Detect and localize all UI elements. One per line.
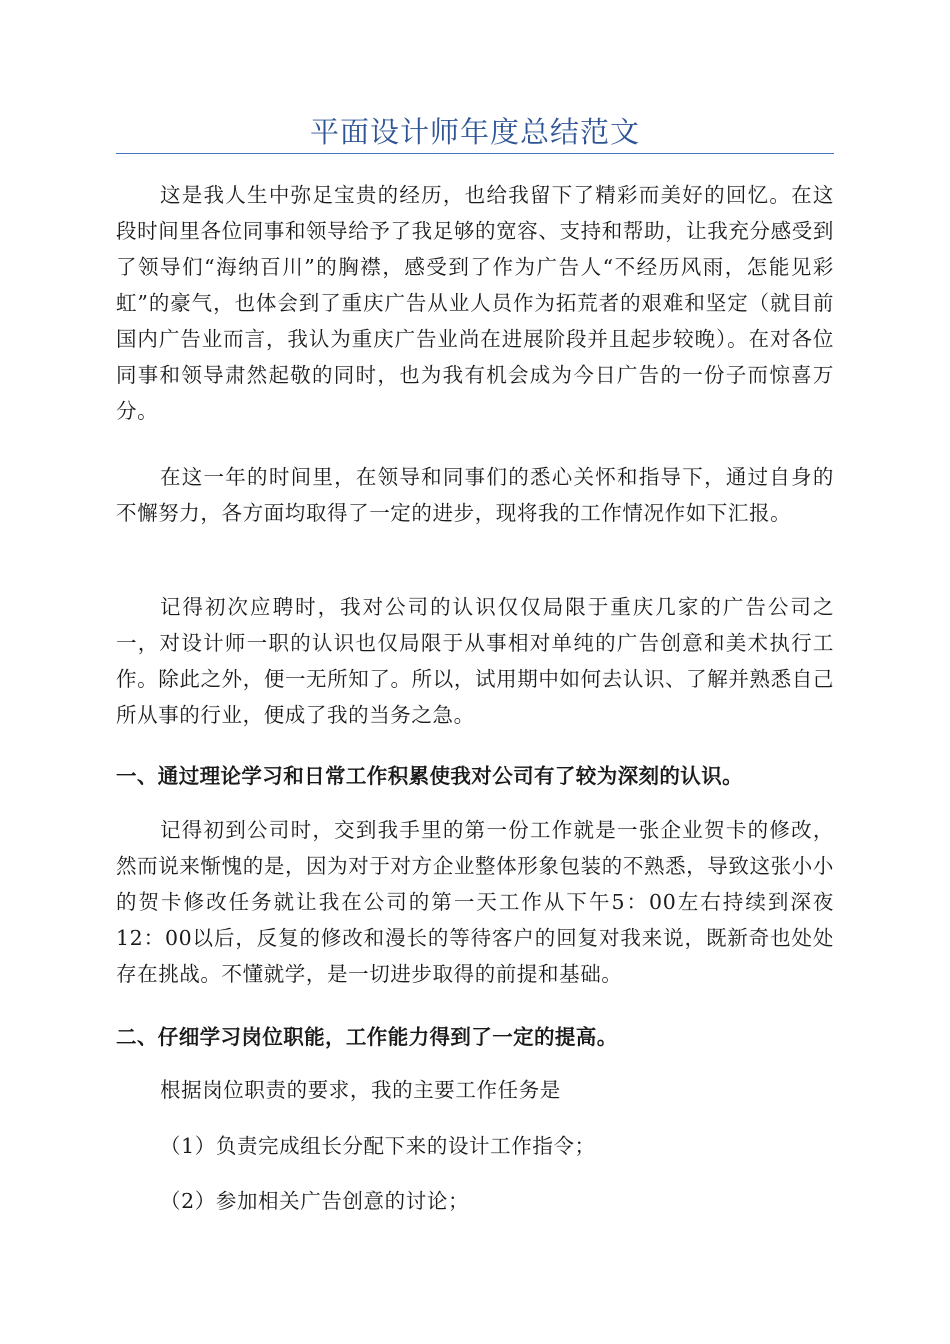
paragraph-5: 根据岗位职责的要求，我的主要工作任务是 [160,1078,561,1102]
paragraph-2: 在这一年的时间里，在领导和同事们的悉心关怀和指导下，通过自身的不懈努力，各方面均取得了一定的进步，现将我的工作情况作如下汇报。 [116,465,834,525]
list-item-1: （1）负责完成组长分配下来的设计工作指令； [160,1134,596,1158]
paragraph-1: 这是我人生中弥足宝贵的经历，也给我留下了精彩而美好的回忆。在这段时间里各位同事和领导给予了我足够的宽容、支持和帮助，让我充分感受到了领导们“海纳百川”的胸襟，感受到了作为广告人“不经历风雨，怎能见彩虹”的豪气，也体会到了重庆广告从业人员作为拓荒者的艰难和坚定（就目前国内广告业而言，我认为重庆广告业尚在进展阶段并且起步较晚）。在对各位同事和领导肃然起敬的同时，也为我有机会成为今日广告的一份子而惊喜万分。 [116,183,834,423]
section-heading-2: 二、仔细学习岗位职能，工作能力得到了一定的提高。 [116,1025,618,1049]
paragraph-4: 记得初到公司时，交到我手里的第一份工作就是一张企业贺卡的修改，然而说来惭愧的是，因为对于对方企业整体形象包装的不熟悉，导致这张小小的贺卡修改任务就让我在公司的第一天工作从下午5：00左右持续到深夜12：00以后，反复的修改和漫长的等待客户的回复对我来说，既新奇也处处存在挑战。不懂就学，是一切进步取得的前提和基础。 [116,818,834,986]
section-heading-1: 一、通过理论学习和日常工作积累使我对公司有了较为深刻的认识。 [116,764,743,788]
paragraph-3: 记得初次应聘时，我对公司的认识仅仅局限于重庆几家的广告公司之一，对设计师一职的认识也仅局限于从事相对单纯的广告创意和美术执行工作。除此之外，便一无所知了。所以，试用期中如何去认识、了解并熟悉自己所从事的行业，便成了我的当务之急。 [116,595,834,727]
list-item-2: （2）参加相关广告创意的讨论； [160,1189,470,1213]
document-title: 平面设计师年度总结范文 [309,115,640,149]
title-underline [116,153,834,154]
